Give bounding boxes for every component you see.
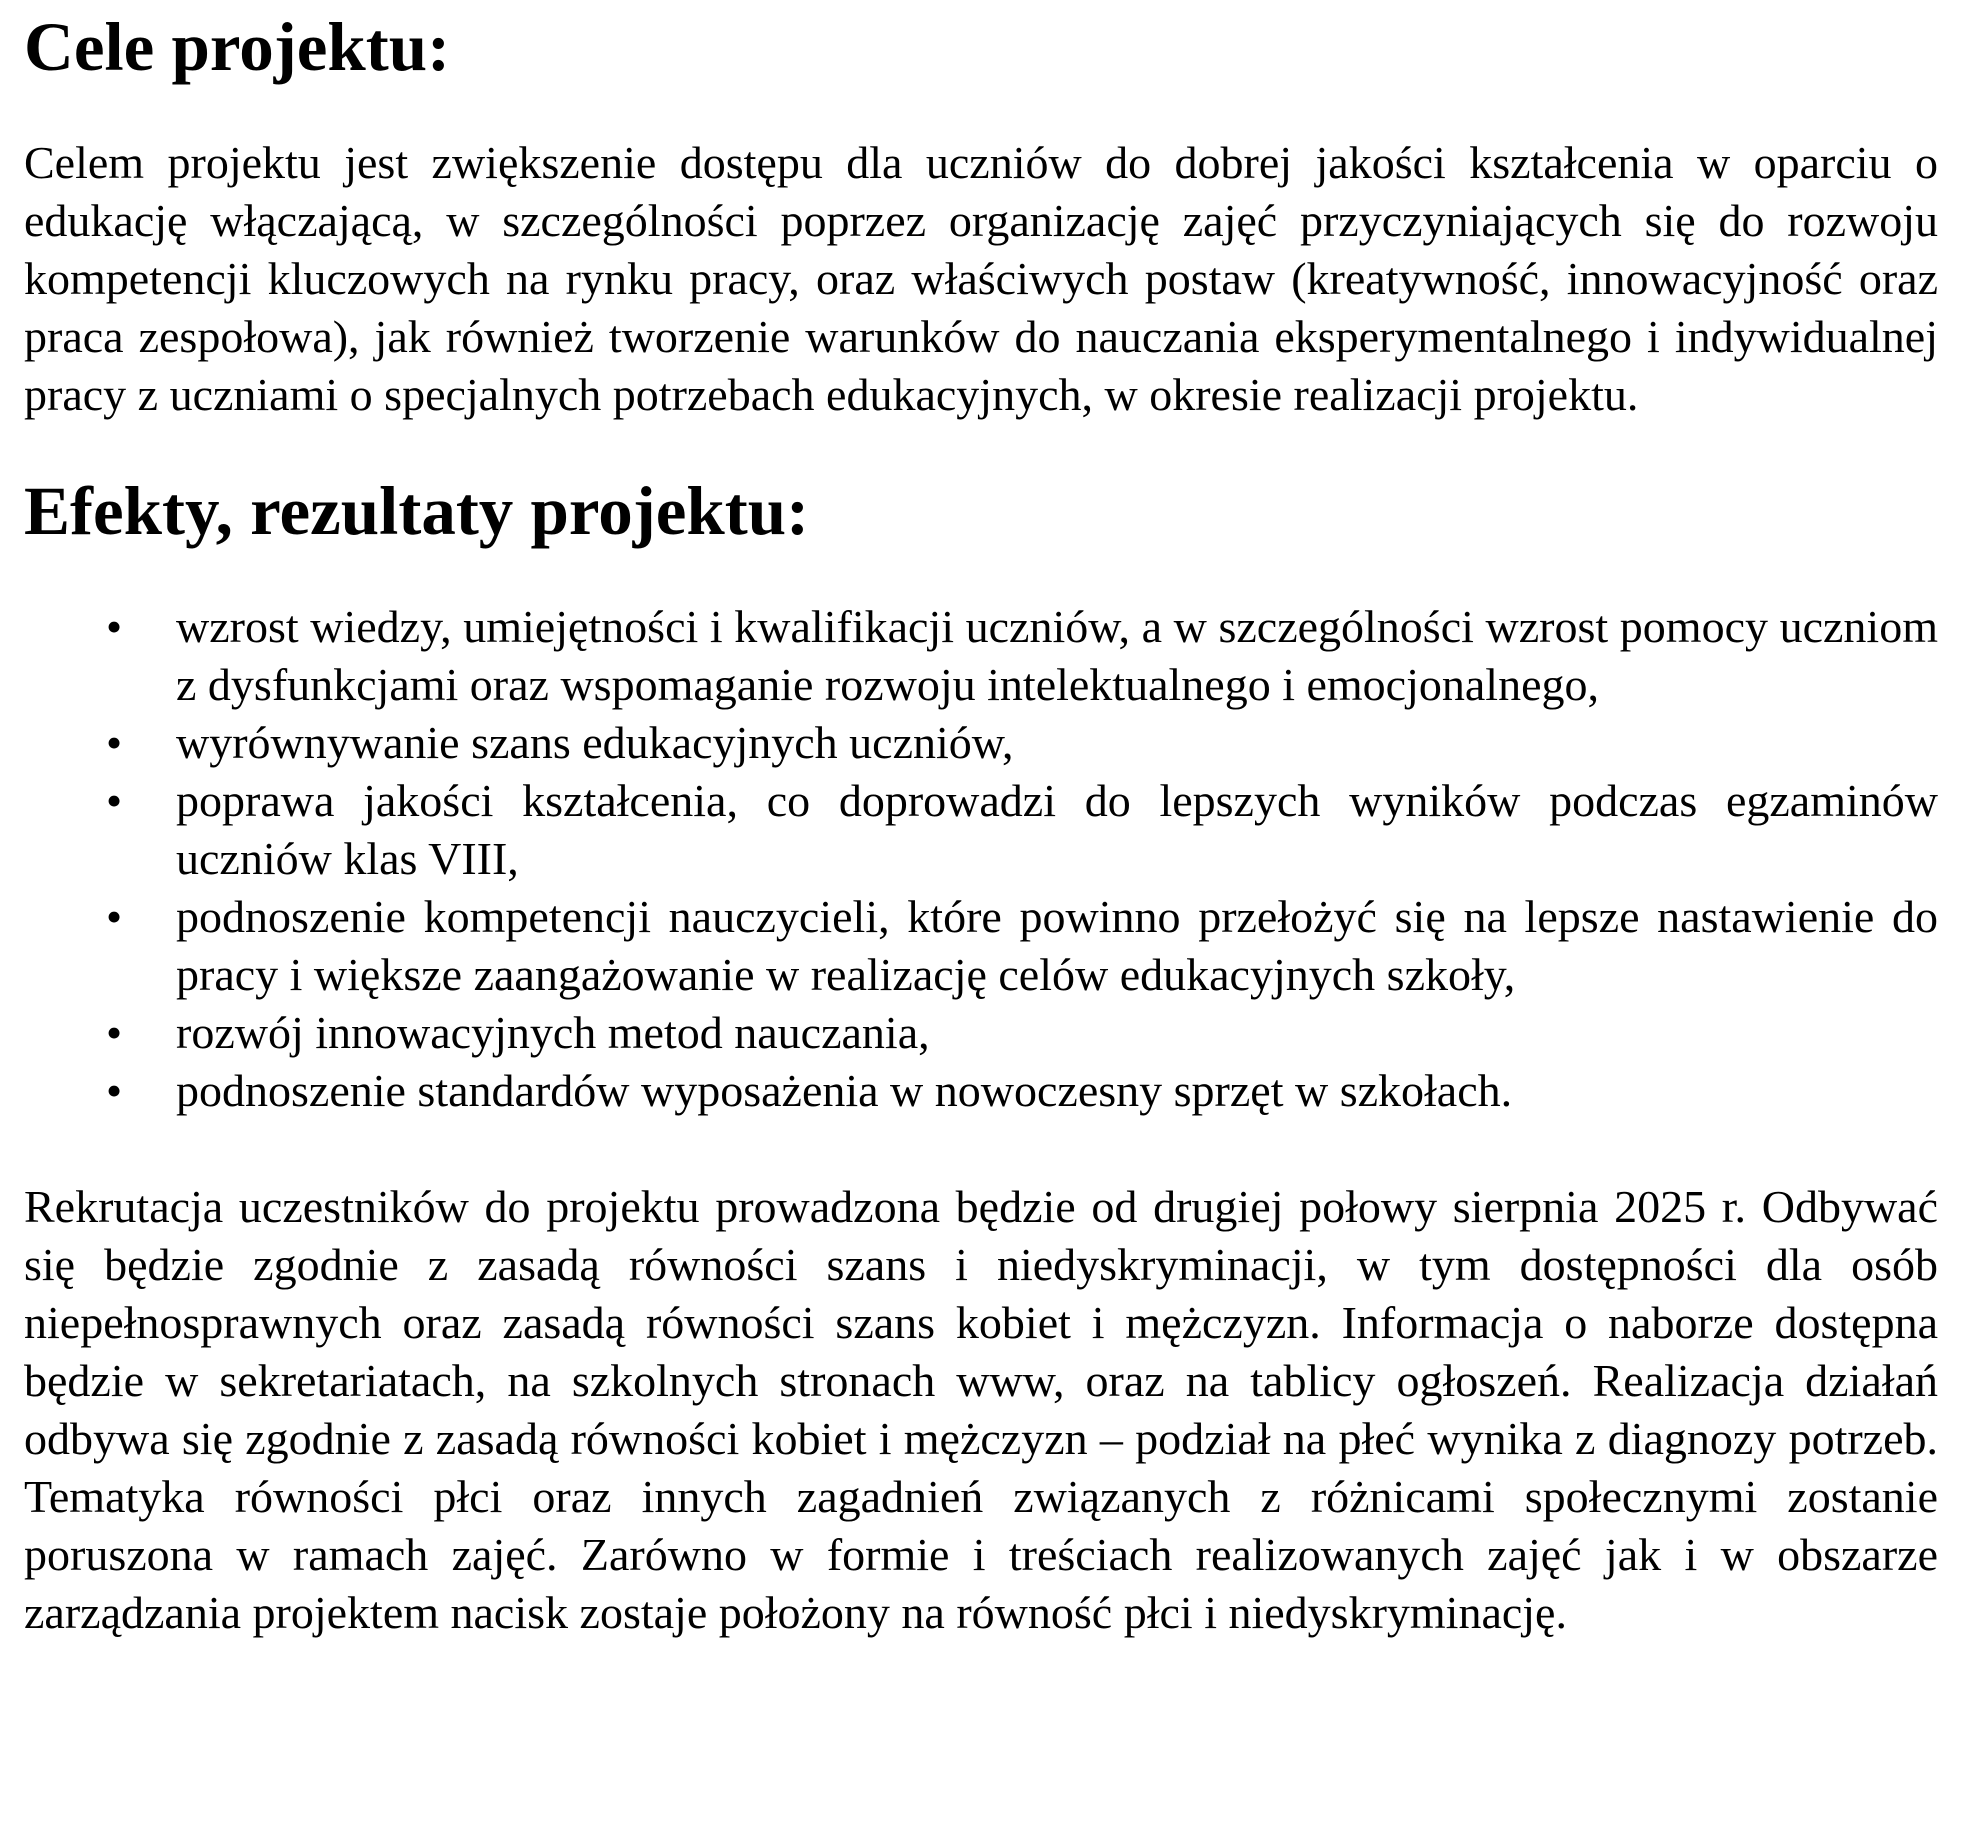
- list-item: [24, 888, 1938, 1004]
- recruitment-paragraph: Rekrutacja uczestników do projektu prowadzona będzie od drugiej połowy sierpnia 2025 r. Odbywać się będzie zgodnie z zasadą równości szans i niedyskryminacji, w tym dostępności dla osób niepełnosprawnych oraz zasadą równości szans kobiet i mężczyzn. Informacja o naborze dostępna będzie w sekretariatach, na szkolnych stronach www, oraz na tablicy ogłoszeń. Realizacja działań odbywa się zgodnie z zasadą równości kobiet i mężczyzn – podział na płeć wynika z diagnozy potrzeb. Tematyka równości płci oraz innych zagadnień związanych z różnicami społecznymi zostanie poruszona w ramach zajęć. Zarówno w formie i treściach realizowanych zajęć jak i w obszarze zarządzania projektem nacisk zostaje położony na równość płci i niedyskryminację.: [24, 1181, 1938, 1638]
- spacer: [24, 1120, 1938, 1178]
- list-item-text: podnoszenie standardów wyposażenia w nowoczesny sprzęt w szkołach.: [176, 1065, 1513, 1116]
- list-item-text: wzrost wiedzy, umiejętności i kwalifikacji uczniów, a w szczególności wzrost pomocy uczniom z dysfunkcjami oraz wspomaganie rozwoju intelektualnego i emocjonalnego,: [176, 601, 1938, 710]
- list-item-text: rozwój innowacyjnych metod nauczania,: [176, 1007, 930, 1058]
- document-page: [24, 9, 1938, 1642]
- goals-paragraph: Celem projektu jest zwiększenie dostępu dla uczniów do dobrej jakości kształcenia w oparciu o edukację włączającą, w szczególności poprzez organizację zajęć przyczyniających się do rozwoju kompetencji kluczowych na rynku pracy, oraz właściwych postaw (kreatywność, innowacyjność oraz praca zespołowa), jak również tworzenie warunków do nauczania eksperymentalnego i indywidualnej pracy z uczniami o specjalnych potrzebach edukacyjnych, w okresie realizacji projektu.: [24, 137, 1938, 420]
- list-item: [24, 1004, 1938, 1062]
- bullet-icon: •: [106, 1007, 123, 1058]
- list-item: [24, 1062, 1938, 1120]
- list-item: [24, 598, 1938, 714]
- bullet-icon: •: [106, 891, 123, 942]
- results-heading: Efekty, rezultaty projektu:: [24, 473, 810, 549]
- list-item: [24, 772, 1938, 888]
- goals-heading: Cele projektu:: [24, 9, 451, 85]
- bullet-icon: •: [106, 775, 123, 826]
- bullet-icon: •: [106, 1065, 123, 1116]
- list-item-text: podnoszenie kompetencji nauczycieli, które powinno przełożyć się na lepsze nastawienie do pracy i większe zaangażowanie w realizację celów edukacyjnych szkoły,: [176, 891, 1938, 1000]
- list-item: [24, 714, 1938, 772]
- bullet-icon: •: [106, 601, 123, 652]
- results-list: [24, 598, 1938, 1120]
- list-item-text: wyrównywanie szans edukacyjnych uczniów,: [176, 717, 1014, 768]
- bullet-icon: •: [106, 717, 123, 768]
- list-item-text: poprawa jakości kształcenia, co doprowadzi do lepszych wyników podczas egzaminów uczniów klas VIII,: [176, 775, 1938, 884]
